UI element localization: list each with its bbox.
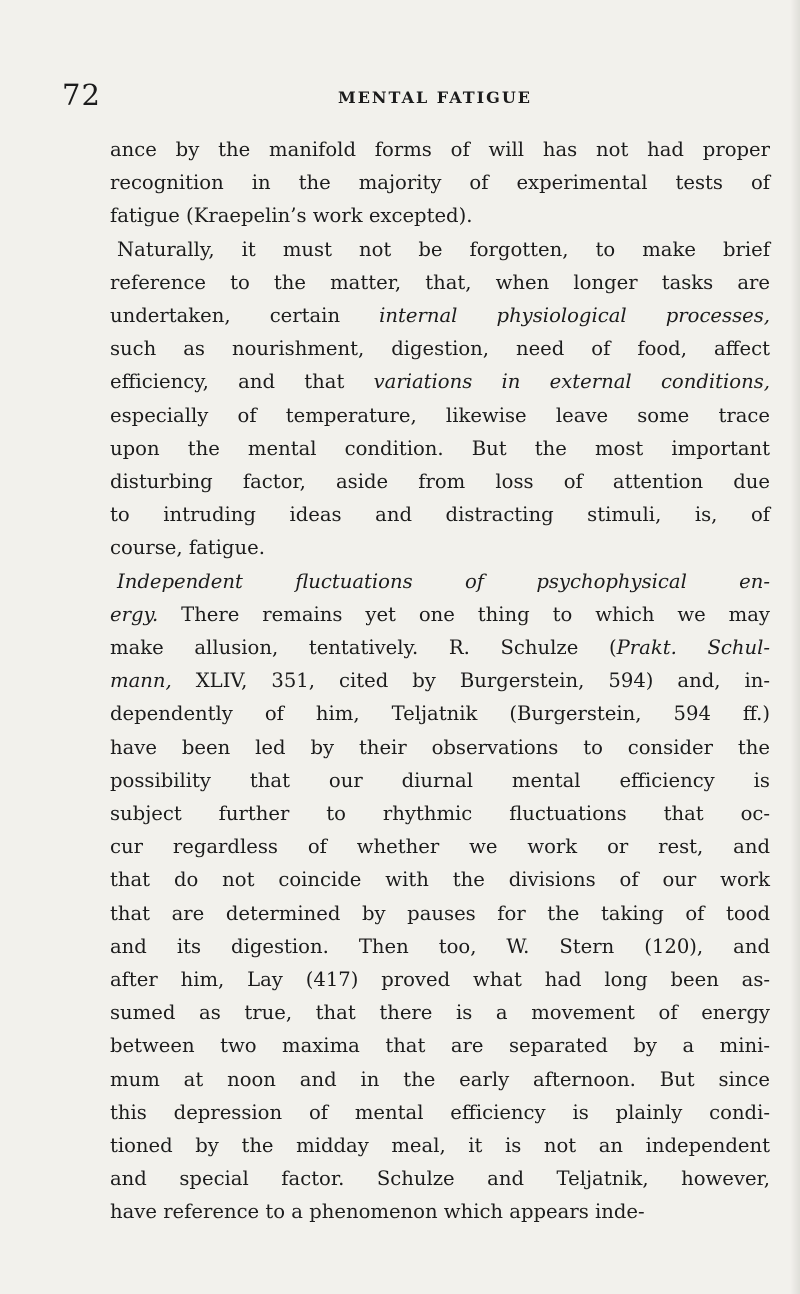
page-number: 72 bbox=[62, 78, 101, 112]
line-text: that do not coincide with the divisions of our work bbox=[110, 868, 770, 891]
line-text: after him, Lay (417) proved what had long been as- bbox=[110, 968, 770, 991]
text-line bbox=[110, 865, 770, 895]
line-text: dependently of him, Teljatnik (Burgerstein, 594 ff.) bbox=[110, 702, 770, 725]
text-line bbox=[110, 998, 770, 1028]
text-line bbox=[110, 1065, 770, 1095]
line-text: fatigue (Kraepelin’s work excepted). bbox=[110, 204, 473, 227]
running-head: MENTAL FATIGUE bbox=[338, 88, 532, 107]
page-edge-shadow bbox=[790, 0, 800, 1294]
italic-text: ergy. bbox=[110, 603, 159, 626]
text-line bbox=[110, 932, 770, 962]
text-line bbox=[110, 434, 770, 464]
line-text: undertaken, certain bbox=[110, 304, 380, 327]
line-text: possibility that our diurnal mental efficiency is bbox=[110, 769, 770, 792]
line-text: and its digestion. Then too, W. Stern (120), and bbox=[110, 935, 770, 958]
text-line bbox=[110, 965, 770, 995]
italic-text: mann, bbox=[110, 669, 172, 692]
text-line bbox=[117, 567, 770, 597]
line-text: reference to the matter, that, when longer tasks are bbox=[110, 271, 770, 294]
line-text: make allusion, tentatively. R. Schulze ( bbox=[110, 636, 617, 659]
text-line bbox=[110, 766, 770, 796]
line-text: and special factor. Schulze and Teljatnik, however, bbox=[110, 1167, 770, 1190]
line-text: subject further to rhythmic fluctuations that oc- bbox=[110, 802, 770, 825]
text-line bbox=[110, 168, 770, 198]
text-line bbox=[110, 1131, 770, 1161]
line-text: upon the mental condition. But the most important bbox=[110, 437, 770, 460]
line-text: cur regardless of whether we work or rest, and bbox=[110, 835, 770, 858]
text-line bbox=[110, 666, 770, 696]
text-line bbox=[110, 334, 770, 364]
text-line bbox=[110, 500, 770, 530]
line-text: mum at noon and in the early afternoon. But since bbox=[110, 1068, 770, 1091]
line-text: have reference to a phenomenon which appears inde- bbox=[110, 1200, 645, 1223]
text-line bbox=[110, 600, 770, 630]
line-text: that are determined by pauses for the taking of tood bbox=[110, 902, 770, 925]
line-text: have been led by their observations to consider the bbox=[110, 736, 770, 759]
text-line bbox=[110, 633, 770, 663]
text-line bbox=[110, 268, 770, 298]
text-line bbox=[110, 1164, 770, 1194]
line-text: efficiency, and that bbox=[110, 370, 374, 393]
italic-text: variations in external conditions, bbox=[373, 370, 770, 393]
line-text: this depression of mental efficiency is plainly condi- bbox=[110, 1101, 770, 1124]
text-line bbox=[110, 799, 770, 829]
text-line bbox=[110, 401, 770, 431]
text-line bbox=[110, 832, 770, 862]
page-header bbox=[0, 78, 800, 112]
line-text: Naturally, it must not be forgotten, to make brief bbox=[117, 238, 770, 261]
line-text: There remains yet one thing to which we may bbox=[158, 603, 770, 626]
text-line bbox=[110, 733, 770, 763]
text-line bbox=[110, 301, 770, 331]
line-text: sumed as true, that there is a movement of energy bbox=[110, 1001, 770, 1024]
line-text: recognition in the majority of experimental tests of bbox=[110, 171, 770, 194]
line-text: course, fatigue. bbox=[110, 536, 265, 559]
text-line bbox=[110, 135, 770, 165]
text-line bbox=[110, 467, 770, 497]
italic-text: Independent fluctuations of psychophysical en- bbox=[117, 570, 770, 593]
text-line bbox=[110, 1098, 770, 1128]
text-line bbox=[110, 201, 770, 231]
line-text: between two maxima that are separated by a mini- bbox=[110, 1034, 770, 1057]
line-text: tioned by the midday meal, it is not an independent bbox=[110, 1134, 770, 1157]
text-line bbox=[110, 533, 770, 563]
text-line bbox=[110, 899, 770, 929]
line-text: XLIV, 351, cited by Burgerstein, 594) and, in- bbox=[171, 669, 770, 692]
line-text: disturbing factor, aside from loss of attention due bbox=[110, 470, 770, 493]
line-text: such as nourishment, digestion, need of food, affect bbox=[110, 337, 770, 360]
italic-text: internal physiological processes, bbox=[379, 304, 771, 327]
text-line bbox=[117, 235, 770, 265]
text-line bbox=[110, 367, 770, 397]
text-line bbox=[110, 699, 770, 729]
line-text: to intruding ideas and distracting stimuli, is, of bbox=[110, 503, 770, 526]
italic-text: Prakt. Schul- bbox=[616, 636, 770, 659]
text-line bbox=[110, 1197, 770, 1227]
line-text: ance by the manifold forms of will has not had proper bbox=[110, 138, 770, 161]
line-text: especially of temperature, likewise leave some trace bbox=[110, 404, 770, 427]
text-line bbox=[110, 1031, 770, 1061]
